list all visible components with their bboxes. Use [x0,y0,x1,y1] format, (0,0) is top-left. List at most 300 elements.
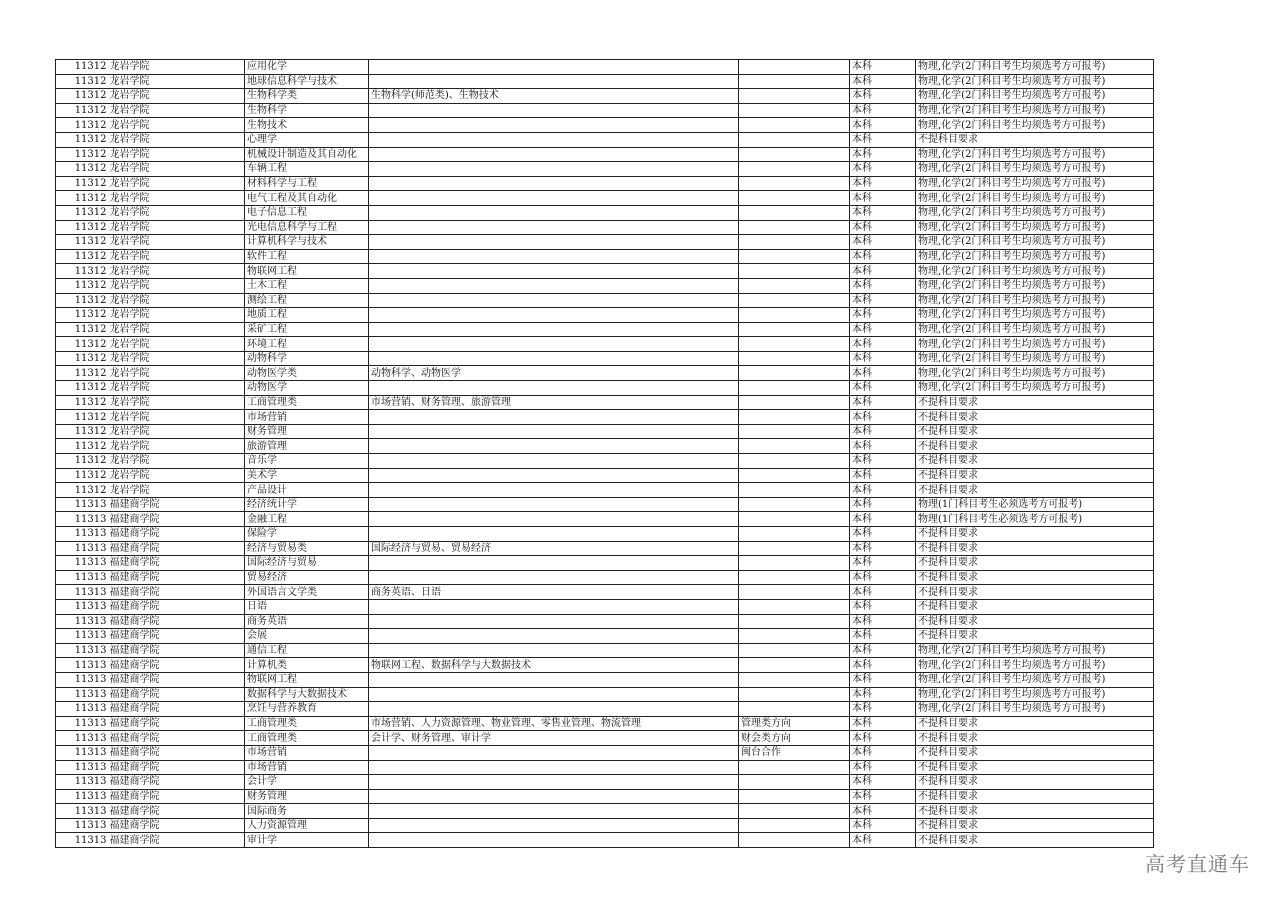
cell-subject-requirement: 不提科目要求 [916,410,1154,425]
table-row [56,191,1154,206]
table-row [56,760,1154,775]
cell-included-majors [369,235,739,250]
cell-level: 本科 [850,570,916,585]
cell-subject-requirement: 不提科目要求 [916,439,1154,454]
cell-direction-note [739,585,850,600]
cell-major-name: 动物医学类 [245,366,369,381]
cell-school-name: 龙岩学院 [108,366,245,381]
cell-major-name: 软件工程 [245,249,369,264]
cell-school-code: 11312 [56,381,108,396]
cell-included-majors [369,672,739,687]
table-row [56,147,1154,162]
cell-direction-note [739,60,850,75]
cell-included-majors [369,249,739,264]
cell-subject-requirement: 不提科目要求 [916,541,1154,556]
cell-major-name: 市场营销 [245,745,369,760]
cell-major-name: 生物科学类 [245,89,369,104]
cell-school-name: 龙岩学院 [108,454,245,469]
cell-direction-note [739,614,850,629]
cell-included-majors [369,162,739,177]
cell-direction-note [739,132,850,147]
cell-school-name: 龙岩学院 [108,235,245,250]
cell-major-name: 财务管理 [245,424,369,439]
cell-included-majors [369,760,739,775]
cell-included-majors: 物联网工程、数据科学与大数据技术 [369,658,739,673]
cell-level: 本科 [850,60,916,75]
cell-direction-note [739,497,850,512]
table-row [56,527,1154,542]
cell-major-name: 物联网工程 [245,264,369,279]
cell-included-majors [369,220,739,235]
table-row [56,570,1154,585]
cell-subject-requirement: 不提科目要求 [916,585,1154,600]
cell-major-name: 机械设计制造及其自动化 [245,147,369,162]
cell-major-name: 贸易经济 [245,570,369,585]
cell-subject-requirement: 物理,化学(2门科目考生均须选考方可报考) [916,103,1154,118]
cell-subject-requirement: 物理(1门科目考生必须选考方可报考) [916,497,1154,512]
table-row [56,556,1154,571]
cell-school-name: 福建商学院 [108,643,245,658]
cell-school-name: 福建商学院 [108,614,245,629]
cell-school-name: 龙岩学院 [108,424,245,439]
cell-major-name: 通信工程 [245,643,369,658]
cell-school-name: 龙岩学院 [108,439,245,454]
cell-major-name: 数据科学与大数据技术 [245,687,369,702]
cell-major-name: 心理学 [245,132,369,147]
cell-direction-note [739,804,850,819]
cell-school-code: 11312 [56,454,108,469]
table-row [56,293,1154,308]
cell-school-code: 11312 [56,410,108,425]
table-row [56,366,1154,381]
cell-school-code: 11313 [56,775,108,790]
cell-school-name: 龙岩学院 [108,483,245,498]
cell-school-code: 11313 [56,716,108,731]
cell-included-majors [369,512,739,527]
table-row [56,833,1154,848]
cell-direction-note [739,599,850,614]
cell-direction-note [739,468,850,483]
cell-included-majors [369,308,739,323]
table-row [56,351,1154,366]
cell-level: 本科 [850,541,916,556]
cell-school-name: 龙岩学院 [108,60,245,75]
cell-direction-note [739,147,850,162]
cell-school-code: 11312 [56,483,108,498]
cell-school-name: 龙岩学院 [108,322,245,337]
cell-level: 本科 [850,205,916,220]
cell-subject-requirement: 物理,化学(2门科目考生均须选考方可报考) [916,147,1154,162]
cell-school-code: 11312 [56,337,108,352]
cell-school-code: 11312 [56,249,108,264]
cell-school-code: 11313 [56,818,108,833]
table-row [56,818,1154,833]
cell-included-majors [369,337,739,352]
cell-direction-note [739,337,850,352]
cell-direction-note [739,176,850,191]
cell-major-name: 外国语言文学类 [245,585,369,600]
cell-level: 本科 [850,527,916,542]
cell-subject-requirement: 物理,化学(2门科目考生均须选考方可报考) [916,351,1154,366]
cell-school-name: 龙岩学院 [108,220,245,235]
cell-direction-note [739,103,850,118]
cell-major-name: 电子信息工程 [245,205,369,220]
table-row [56,337,1154,352]
cell-school-name: 福建商学院 [108,497,245,512]
cell-school-name: 福建商学院 [108,731,245,746]
cell-direction-note [739,775,850,790]
cell-school-name: 龙岩学院 [108,308,245,323]
cell-included-majors [369,132,739,147]
cell-level: 本科 [850,599,916,614]
cell-school-name: 龙岩学院 [108,103,245,118]
cell-major-name: 国际经济与贸易 [245,556,369,571]
table-row [56,162,1154,177]
table-row [56,672,1154,687]
cell-subject-requirement: 物理,化学(2门科目考生均须选考方可报考) [916,74,1154,89]
cell-subject-requirement: 不提科目要求 [916,745,1154,760]
table-row [56,454,1154,469]
cell-direction-note [739,760,850,775]
cell-school-code: 11313 [56,702,108,717]
table-row [56,745,1154,760]
cell-subject-requirement: 物理,化学(2门科目考生均须选考方可报考) [916,643,1154,658]
cell-included-majors [369,745,739,760]
cell-school-code: 11312 [56,468,108,483]
cell-school-name: 福建商学院 [108,775,245,790]
cell-included-majors [369,439,739,454]
cell-direction-note: 管理类方向 [739,716,850,731]
cell-direction-note: 闽台合作 [739,745,850,760]
cell-subject-requirement: 不提科目要求 [916,804,1154,819]
cell-level: 本科 [850,89,916,104]
cell-school-name: 龙岩学院 [108,468,245,483]
cell-direction-note [739,293,850,308]
cell-school-code: 11312 [56,162,108,177]
cell-direction-note [739,833,850,848]
cell-included-majors: 市场营销、财务管理、旅游管理 [369,395,739,410]
table-row [56,629,1154,644]
cell-subject-requirement: 物理,化学(2门科目考生均须选考方可报考) [916,381,1154,396]
cell-included-majors [369,804,739,819]
cell-direction-note [739,483,850,498]
cell-direction-note [739,249,850,264]
cell-direction-note [739,570,850,585]
cell-included-majors [369,643,739,658]
cell-direction-note [739,454,850,469]
cell-major-name: 市场营销 [245,410,369,425]
cell-subject-requirement: 不提科目要求 [916,424,1154,439]
cell-school-code: 11312 [56,60,108,75]
cell-major-name: 计算机类 [245,658,369,673]
cell-school-code: 11313 [56,614,108,629]
cell-school-name: 福建商学院 [108,556,245,571]
cell-school-code: 11313 [56,745,108,760]
table-row [56,643,1154,658]
cell-subject-requirement: 不提科目要求 [916,132,1154,147]
cell-included-majors [369,74,739,89]
cell-school-name: 福建商学院 [108,512,245,527]
cell-level: 本科 [850,629,916,644]
cell-direction-note [739,818,850,833]
cell-school-code: 11313 [56,833,108,848]
cell-major-name: 动物科学 [245,351,369,366]
cell-level: 本科 [850,760,916,775]
cell-major-name: 保险学 [245,527,369,542]
cell-subject-requirement: 不提科目要求 [916,556,1154,571]
table-row [56,541,1154,556]
cell-major-name: 烹饪与营养教育 [245,702,369,717]
cell-direction-note [739,220,850,235]
table-row [56,687,1154,702]
cell-direction-note [739,789,850,804]
cell-school-code: 11312 [56,235,108,250]
cell-included-majors: 动物科学、动物医学 [369,366,739,381]
cell-level: 本科 [850,395,916,410]
cell-major-name: 采矿工程 [245,322,369,337]
cell-included-majors [369,264,739,279]
cell-school-name: 龙岩学院 [108,162,245,177]
cell-major-name: 国际商务 [245,804,369,819]
cell-level: 本科 [850,249,916,264]
table-row [56,103,1154,118]
cell-subject-requirement: 物理,化学(2门科目考生均须选考方可报考) [916,366,1154,381]
cell-subject-requirement: 物理,化学(2门科目考生均须选考方可报考) [916,191,1154,206]
table-row [56,278,1154,293]
table-row [56,468,1154,483]
cell-level: 本科 [850,804,916,819]
cell-direction-note [739,527,850,542]
cell-major-name: 美术学 [245,468,369,483]
cell-school-code: 11313 [56,760,108,775]
cell-school-name: 龙岩学院 [108,205,245,220]
cell-subject-requirement: 物理,化学(2门科目考生均须选考方可报考) [916,176,1154,191]
cell-level: 本科 [850,381,916,396]
cell-level: 本科 [850,512,916,527]
cell-school-name: 福建商学院 [108,716,245,731]
cell-school-code: 11312 [56,322,108,337]
cell-included-majors [369,483,739,498]
cell-school-name: 龙岩学院 [108,132,245,147]
cell-level: 本科 [850,556,916,571]
cell-subject-requirement: 物理,化学(2门科目考生均须选考方可报考) [916,249,1154,264]
cell-school-code: 11313 [56,731,108,746]
cell-school-code: 11312 [56,103,108,118]
cell-major-name: 音乐学 [245,454,369,469]
cell-included-majors [369,599,739,614]
cell-major-name: 经济统计学 [245,497,369,512]
cell-major-name: 环境工程 [245,337,369,352]
cell-level: 本科 [850,235,916,250]
table-row [56,731,1154,746]
cell-level: 本科 [850,585,916,600]
cell-school-code: 11313 [56,527,108,542]
cell-school-name: 龙岩学院 [108,264,245,279]
table-row [56,60,1154,75]
cell-major-name: 会计学 [245,775,369,790]
cell-major-name: 应用化学 [245,60,369,75]
table-row [56,599,1154,614]
table-row [56,789,1154,804]
cell-included-majors [369,351,739,366]
table-row [56,381,1154,396]
cell-school-code: 11312 [56,176,108,191]
cell-direction-note [739,702,850,717]
cell-direction-note [739,658,850,673]
cell-subject-requirement: 不提科目要求 [916,614,1154,629]
cell-school-name: 福建商学院 [108,570,245,585]
cell-level: 本科 [850,658,916,673]
cell-direction-note [739,89,850,104]
cell-major-name: 土木工程 [245,278,369,293]
cell-subject-requirement: 物理,化学(2门科目考生均须选考方可报考) [916,220,1154,235]
cell-school-code: 11313 [56,629,108,644]
cell-included-majors [369,454,739,469]
cell-level: 本科 [850,351,916,366]
table-row [56,658,1154,673]
cell-major-name: 旅游管理 [245,439,369,454]
cell-school-name: 福建商学院 [108,541,245,556]
admission-table [55,59,1154,848]
cell-level: 本科 [850,322,916,337]
cell-included-majors [369,527,739,542]
cell-school-code: 11313 [56,512,108,527]
cell-major-name: 金融工程 [245,512,369,527]
cell-school-code: 11313 [56,585,108,600]
cell-direction-note [739,395,850,410]
cell-direction-note [739,629,850,644]
cell-school-name: 龙岩学院 [108,381,245,396]
cell-school-code: 11312 [56,118,108,133]
cell-level: 本科 [850,702,916,717]
cell-major-name: 动物医学 [245,381,369,396]
cell-level: 本科 [850,643,916,658]
table-row [56,249,1154,264]
table-row [56,220,1154,235]
cell-school-name: 福建商学院 [108,629,245,644]
cell-subject-requirement: 不提科目要求 [916,818,1154,833]
cell-school-code: 11313 [56,556,108,571]
cell-school-code: 11313 [56,541,108,556]
cell-direction-note [739,118,850,133]
cell-major-name: 人力资源管理 [245,818,369,833]
cell-school-name: 龙岩学院 [108,147,245,162]
cell-level: 本科 [850,103,916,118]
cell-school-code: 11312 [56,147,108,162]
cell-school-name: 福建商学院 [108,658,245,673]
cell-subject-requirement: 不提科目要求 [916,775,1154,790]
cell-included-majors [369,775,739,790]
cell-direction-note [739,278,850,293]
cell-school-name: 福建商学院 [108,585,245,600]
cell-subject-requirement: 不提科目要求 [916,483,1154,498]
cell-level: 本科 [850,147,916,162]
cell-school-code: 11312 [56,264,108,279]
cell-subject-requirement: 物理,化学(2门科目考生均须选考方可报考) [916,162,1154,177]
cell-level: 本科 [850,176,916,191]
cell-school-name: 龙岩学院 [108,278,245,293]
cell-school-code: 11313 [56,643,108,658]
cell-school-code: 11313 [56,804,108,819]
cell-included-majors [369,278,739,293]
cell-subject-requirement: 不提科目要求 [916,760,1154,775]
cell-direction-note [739,381,850,396]
cell-school-name: 福建商学院 [108,745,245,760]
cell-included-majors [369,103,739,118]
cell-school-name: 龙岩学院 [108,410,245,425]
cell-major-name: 会展 [245,629,369,644]
cell-major-name: 生物技术 [245,118,369,133]
cell-direction-note [739,424,850,439]
cell-subject-requirement: 不提科目要求 [916,716,1154,731]
cell-school-code: 11313 [56,599,108,614]
cell-direction-note [739,205,850,220]
cell-level: 本科 [850,497,916,512]
cell-level: 本科 [850,687,916,702]
cell-school-name: 福建商学院 [108,687,245,702]
cell-level: 本科 [850,191,916,206]
cell-school-name: 龙岩学院 [108,191,245,206]
cell-subject-requirement: 物理,化学(2门科目考生均须选考方可报考) [916,308,1154,323]
cell-major-name: 市场营销 [245,760,369,775]
cell-included-majors [369,687,739,702]
table-row [56,308,1154,323]
cell-school-name: 福建商学院 [108,527,245,542]
cell-school-code: 11313 [56,672,108,687]
cell-school-code: 11313 [56,687,108,702]
cell-subject-requirement: 物理,化学(2门科目考生均须选考方可报考) [916,672,1154,687]
cell-school-code: 11312 [56,439,108,454]
cell-level: 本科 [850,454,916,469]
cell-subject-requirement: 物理,化学(2门科目考生均须选考方可报考) [916,293,1154,308]
cell-included-majors [369,833,739,848]
table-row [56,775,1154,790]
cell-level: 本科 [850,132,916,147]
cell-direction-note [739,162,850,177]
cell-school-code: 11312 [56,366,108,381]
table-row [56,235,1154,250]
cell-included-majors [369,322,739,337]
cell-subject-requirement: 不提科目要求 [916,629,1154,644]
table-row [56,118,1154,133]
cell-school-name: 龙岩学院 [108,118,245,133]
cell-direction-note [739,512,850,527]
cell-level: 本科 [850,775,916,790]
cell-included-majors [369,556,739,571]
table-row [56,512,1154,527]
cell-major-name: 电气工程及其自动化 [245,191,369,206]
table-row [56,395,1154,410]
cell-included-majors [369,570,739,585]
cell-school-name: 福建商学院 [108,702,245,717]
cell-direction-note [739,410,850,425]
cell-subject-requirement: 不提科目要求 [916,789,1154,804]
cell-school-code: 11312 [56,308,108,323]
cell-subject-requirement: 物理,化学(2门科目考生均须选考方可报考) [916,60,1154,75]
cell-subject-requirement: 物理,化学(2门科目考生均须选考方可报考) [916,118,1154,133]
cell-direction-note [739,672,850,687]
cell-level: 本科 [850,614,916,629]
cell-subject-requirement: 物理,化学(2门科目考生均须选考方可报考) [916,702,1154,717]
cell-school-code: 11312 [56,424,108,439]
cell-subject-requirement: 物理,化学(2门科目考生均须选考方可报考) [916,337,1154,352]
cell-level: 本科 [850,716,916,731]
table-row [56,74,1154,89]
cell-subject-requirement: 不提科目要求 [916,570,1154,585]
cell-school-code: 11312 [56,351,108,366]
cell-direction-note [739,541,850,556]
table-row [56,132,1154,147]
